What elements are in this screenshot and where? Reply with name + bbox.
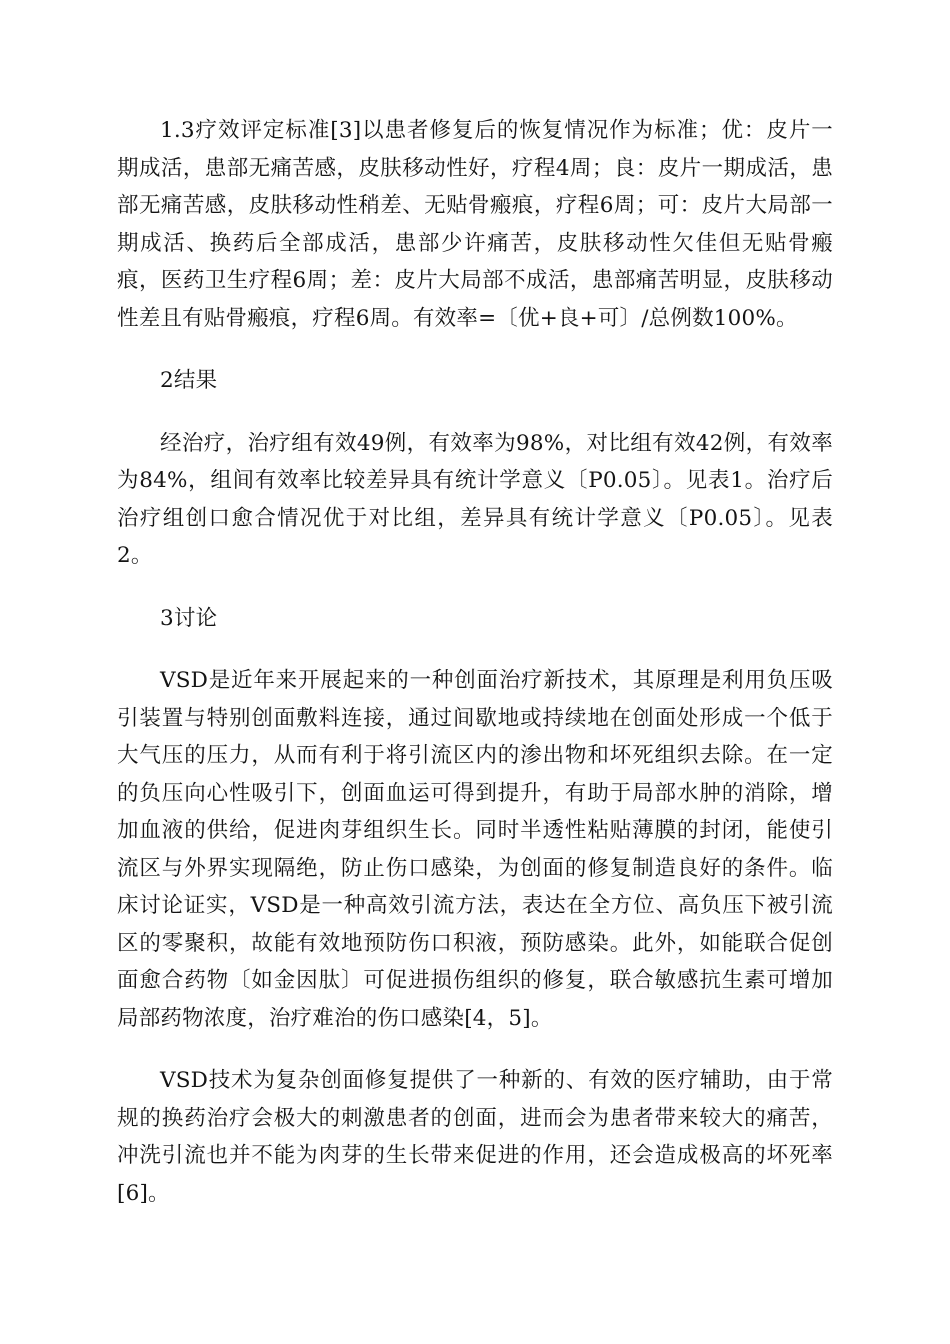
paragraph-discussion-1: VSD是近年来开展起来的一种创面治疗新技术，其原理是利用负压吸引装置与特别创面敷料连接，通过间歇地或持续地在创面处形成一个低于大气压的压力，从而有利于将引流区内的渗出物和坏死组织去除。在一定的负压向心性吸引下，创面血运可得到提升，有助于局部水肿的消除，增加血液的供给，促进肉芽组织生长。同时半透性粘贴薄膜的封闭，能使引流区与外界实现隔绝，防止伤口感染，为创面的修复制造良好的条件。临床讨论证实，VSD是一种高效引流方法，表达在全方位、高负压下被引流区的零聚积，故能有效地预防伤口积液，预防感染。此外，如能联合促创面愈合药物〔如金因肽〕可促进损伤组织的修复，联合敏感抗生素可增加局部药物浓度，治疗难治的伤口感染[4，5]。	[117, 668, 833, 1031]
paragraph-results: 经治疗，治疗组有效49例，有效率为98%，对比组有效42例，有效率为84%，组间有效率比较差异具有统计学意义〔P0.05〕。见表1。治疗后治疗组创口愈合情况优于对比组，差异具有统计学意义〔P0.05〕。见表2。	[117, 430, 833, 568]
paragraph-discussion-2: VSD技术为复杂创面修复提供了一种新的、有效的医疗辅助，由于常规的换药治疗会极大的刺激患者的创面，进而会为患者带来较大的痛苦，冲洗引流也并不能为肉芽的生长带来促进的作用，还会造成极高的坏死率[6]。	[117, 1068, 833, 1206]
document-page	[117, 112, 833, 1237]
paragraph-efficacy-criteria: 1.3疗效评定标准[3]以患者修复后的恢复情况作为标准；优：皮片一期成活，患部无痛苦感，皮肤移动性好，疗程4周；良：皮片一期成活，患部无痛苦感，皮肤移动性稍差、无贴骨瘢痕，疗程6周；可：皮片大局部一期成活、换药后全部成活，患部少许痛苦，皮肤移动性欠佳但无贴骨瘢痕，医药卫生疗程6周；差：皮片大局部不成活，患部痛苦明显，皮肤移动性差且有贴骨瘢痕，疗程6周。有效率=〔优+良+可〕/总例数100%。	[117, 118, 833, 331]
heading-discussion: 3讨论	[160, 605, 218, 631]
heading-results: 2结果	[160, 368, 218, 393]
